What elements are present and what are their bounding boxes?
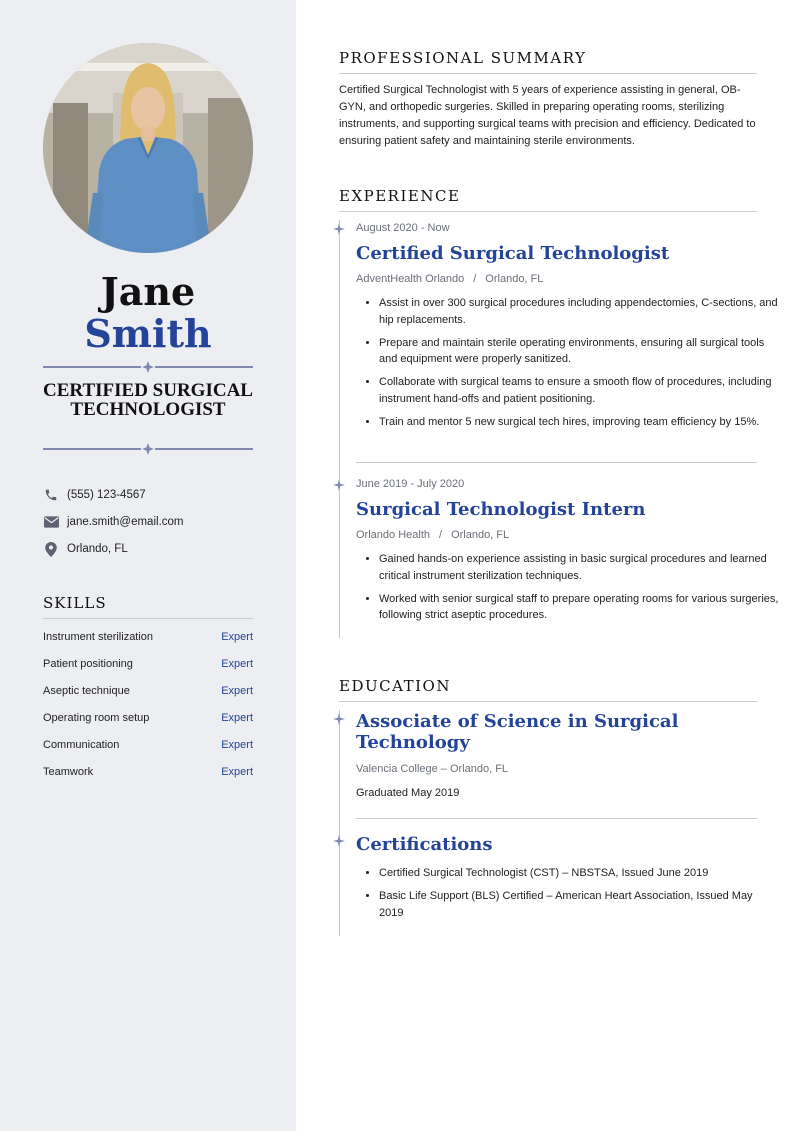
job-dates: August 2020 - Now (356, 222, 450, 234)
skill-name: Patient positioning (43, 658, 133, 670)
graduation-date: Graduated May 2019 (356, 787, 460, 799)
sidebar (0, 0, 296, 1131)
job-employer-line (356, 529, 509, 541)
skill-row (43, 685, 253, 697)
phone-text: (555) 123-4567 (67, 489, 146, 501)
education-divider (356, 818, 757, 819)
ornament-divider-top (43, 361, 253, 373)
skill-level: Expert (221, 631, 253, 643)
skill-name: Aseptic technique (43, 685, 130, 697)
skill-level: Expert (221, 658, 253, 670)
phone-icon (43, 488, 59, 502)
first-name: Jane (100, 269, 196, 314)
skill-row (43, 766, 253, 778)
job-role: Surgical Technologist Intern (356, 499, 646, 520)
profile-photo-illustration (43, 43, 253, 253)
degree-title: Associate of Science in Surgical Technology (356, 711, 679, 753)
certification-item: • Basic Life Support (BLS) Certified – American Heart Association, Issued May 2019 (379, 888, 779, 921)
skill-row (43, 739, 253, 751)
job-divider (356, 462, 757, 463)
certification-list (356, 865, 779, 928)
employer-separator: / (439, 529, 443, 541)
job-bullet: • Train and mentor 5 new surgical tech hires, improving team efficiency by 15%. (379, 414, 779, 431)
skill-row (43, 712, 253, 724)
skill-row (43, 658, 253, 670)
employer-separator: / (473, 273, 477, 285)
skill-level: Expert (221, 685, 253, 697)
timeline-line-experience (339, 220, 340, 638)
contact-email (43, 515, 184, 529)
skill-level: Expert (221, 739, 253, 751)
summary-text: Certified Surgical Technologist with 5 years of experience assisting in general, OB-GYN, and orthopedic surgeries. Skilled in preparing operating rooms, sterilizing instruments, and supporting surgical teams with precision and efficiency. Dedicated to ensuring patient safety and maintaining sterile environments. (339, 84, 756, 147)
timeline-star-icon (333, 479, 345, 491)
job-bullet: • Prepare and maintain sterile operating environments, ensuring all surgical tools and equipment were properly sanitized. (379, 335, 779, 368)
job-role: Certified Surgical Technologist (356, 243, 670, 264)
education-heading: EDUCATION (339, 677, 757, 702)
job-bullet: • Worked with senior surgical staff to prepare operating rooms for various surgeries, following strict aseptic procedures. (379, 591, 779, 624)
job-bullet: • Gained hands-on experience assisting in basic surgical procedures and learned critical instrument sterilization techniques. (379, 551, 779, 584)
skill-name: Instrument sterilization (43, 631, 154, 643)
timeline-star-icon (333, 835, 345, 847)
experience-heading: EXPERIENCE (339, 187, 757, 212)
skill-level: Expert (221, 712, 253, 724)
skills-heading: SKILLS (43, 594, 253, 619)
skill-name: Operating room setup (43, 712, 150, 724)
map-pin-icon (43, 542, 59, 556)
job-employer-line (356, 273, 543, 285)
last-name: Smith (84, 311, 212, 356)
profile-photo (43, 43, 253, 253)
skill-level: Expert (221, 766, 253, 778)
job-location: Orlando, FL (485, 273, 544, 285)
certifications-heading: Certifications (356, 834, 493, 855)
job-employer: AdventHealth Orlando (356, 273, 465, 285)
skill-name: Communication (43, 739, 120, 751)
skill-row (43, 631, 253, 643)
timeline-star-icon (333, 713, 345, 725)
timeline-line-education (339, 710, 340, 936)
email-text: jane.smith@email.com (67, 516, 184, 528)
location-text: Orlando, FL (67, 543, 128, 555)
job-location: Orlando, FL (451, 529, 510, 541)
job-bullets (356, 551, 779, 630)
envelope-icon (43, 515, 59, 529)
skill-name: Teamwork (43, 766, 94, 778)
job-dates: June 2019 - July 2020 (356, 478, 465, 490)
ornament-divider-bottom (43, 443, 253, 455)
certification-item: • Certified Surgical Technologist (CST) – NBSTSA, Issued June 2019 (379, 865, 779, 882)
job-bullet: • Assist in over 300 surgical procedures including appendectomies, C-sections, and hip replacements. (379, 295, 779, 328)
timeline-star-icon (333, 223, 345, 235)
job-title: CERTIFIED SURGICAL TECHNOLOGIST (43, 380, 253, 420)
contact-location (43, 542, 128, 556)
contact-phone (43, 488, 146, 502)
school-name: Valencia College – Orlando, FL (356, 763, 509, 775)
job-bullets (356, 295, 779, 437)
job-employer: Orlando Health (356, 529, 430, 541)
summary-heading: PROFESSIONAL SUMMARY (339, 49, 757, 74)
job-bullet: • Collaborate with surgical teams to ensure a smooth flow of procedures, including instrument hand-offs and patient positioning. (379, 374, 779, 407)
